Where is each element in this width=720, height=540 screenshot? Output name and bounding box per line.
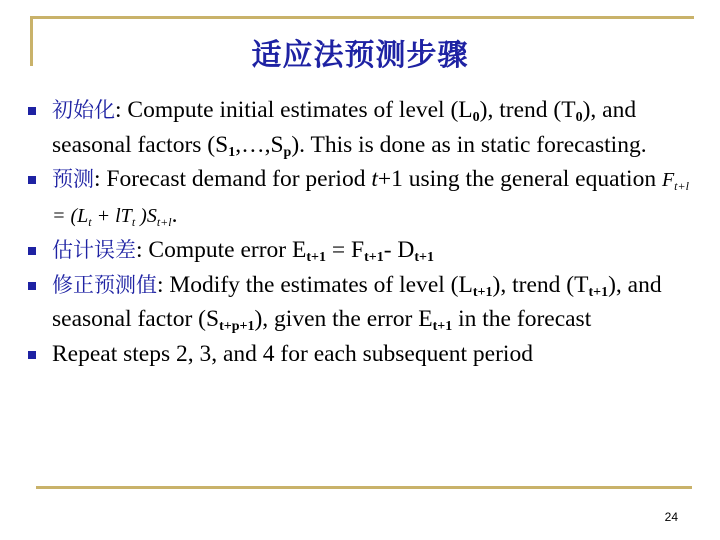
step-text: : Forecast demand for period	[94, 166, 372, 192]
eq-part: F	[661, 169, 675, 191]
eq-part: S	[146, 204, 157, 227]
step-text: ), trend (T	[479, 97, 576, 123]
eq-part: L	[77, 204, 89, 227]
square-bullet-icon	[28, 282, 36, 290]
subscript: t+1	[432, 319, 453, 334]
bullet-estimate-error	[24, 233, 694, 268]
bullet-initialize	[24, 93, 694, 162]
step-text: = F	[325, 237, 365, 263]
eq-part: lT	[115, 204, 132, 227]
step-text: in the forecast	[452, 306, 592, 332]
bullet-list	[24, 93, 694, 371]
step-text: Repeat steps 2, 3, and 4 for each subsequent period	[52, 340, 533, 367]
subscript: t+1	[588, 284, 609, 300]
subscript: t+1	[472, 284, 493, 300]
step-text: : Compute error E	[136, 237, 307, 263]
step-text: : Compute initial estimates of level (L	[115, 97, 473, 123]
step-label: 估计误差	[52, 238, 136, 262]
subscript: t+1	[306, 250, 326, 265]
bullet-modify-estimates	[24, 268, 694, 337]
step-label: 预测	[52, 167, 94, 191]
square-bullet-icon	[28, 247, 36, 255]
subscript: p	[283, 144, 292, 160]
square-bullet-icon	[28, 351, 36, 359]
square-bullet-icon	[28, 176, 36, 184]
step-text: - D	[383, 237, 415, 263]
bullet-repeat	[24, 337, 694, 372]
variable: t	[371, 166, 378, 192]
subscript: t+p+1	[219, 319, 255, 334]
step-label: 修正预测值	[52, 272, 157, 297]
page-number: 24	[664, 510, 678, 524]
step-text: ), and seasonal factors (S	[52, 97, 637, 158]
subscript: t+l	[674, 179, 689, 193]
subscript: 0	[575, 110, 583, 125]
subscript: t+1	[364, 250, 384, 265]
subscript: t	[88, 214, 92, 229]
step-text: ), given the error E	[254, 306, 433, 332]
subscript: 1	[228, 144, 236, 160]
step-text: +1 using the general equation	[377, 166, 662, 192]
bullet-forecast	[24, 162, 694, 233]
subscript: t+1	[414, 250, 435, 265]
step-text: ), trend (T	[492, 271, 589, 298]
slide-title: 适应法预测步骤	[251, 38, 469, 73]
subscript: t+l	[156, 214, 172, 229]
frame-bottom-line	[36, 486, 692, 489]
eq-part: )	[135, 204, 147, 227]
eq-part: +	[91, 204, 116, 227]
step-text: ). This is done as in static forecasting.	[291, 131, 647, 158]
frame-top-line	[30, 16, 694, 19]
subscript: 0	[472, 110, 480, 125]
eq-part: = (	[52, 204, 78, 227]
step-label: 初始化	[52, 98, 115, 122]
step-text: : Modify the estimates of level (L	[157, 271, 473, 298]
square-bullet-icon	[28, 107, 36, 115]
step-text: ,…,S	[235, 131, 284, 158]
step-text: ), and seasonal factor (S	[52, 271, 662, 332]
step-text: .	[171, 201, 178, 228]
subscript: t	[131, 214, 136, 229]
